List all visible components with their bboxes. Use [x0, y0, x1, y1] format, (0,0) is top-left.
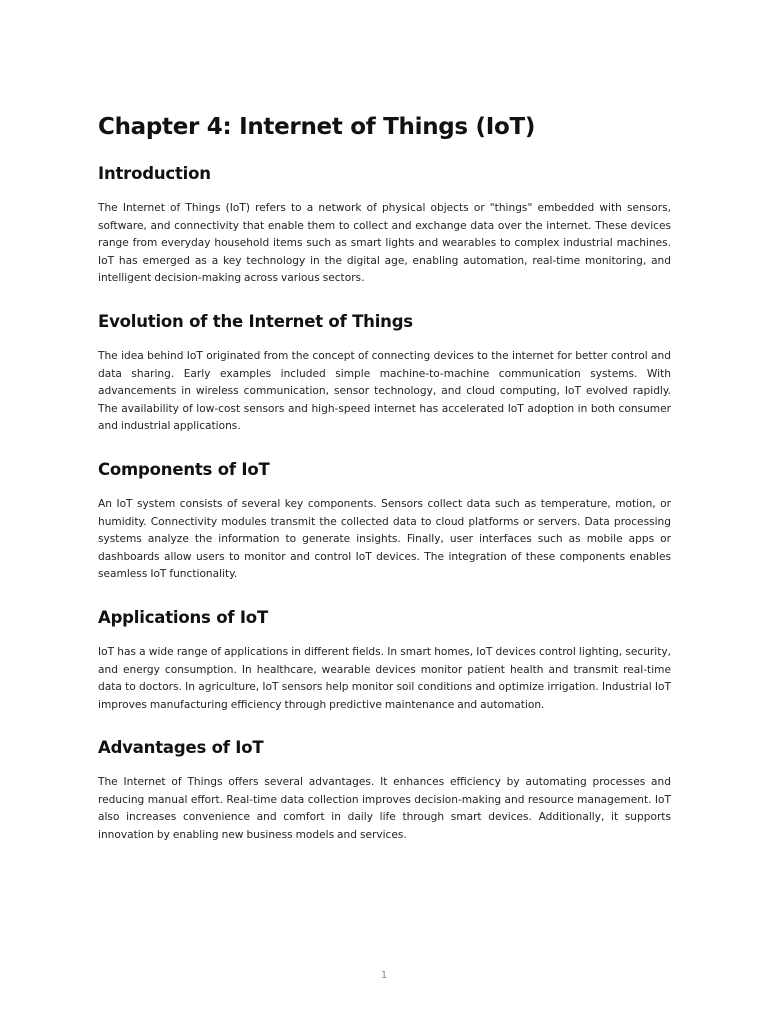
section-heading-introduction: Introduction [98, 164, 211, 183]
document-page [98, 112, 671, 868]
section-heading-applications: Applications of IoT [98, 607, 268, 627]
section-body-evolution: The idea behind IoT originated from the concept of connecting devices to the internet for better control and data sharing. Early examples included simple machine-to-machine communication systems. With advancements in wireless communication, sensor technology, and cloud computing, IoT evolved rapidly. The availability of low-cost sensors and high-speed internet has accelerated IoT adoption in both consumer and industrial applications. [98, 349, 671, 433]
section-heading-evolution: Evolution of the Internet of Things [98, 311, 413, 331]
chapter-title: Chapter 4: Internet of Things (IoT) [98, 114, 536, 140]
section-body-applications: IoT has a wide range of applications in different fields. In smart homes, IoT devices control lighting, security, and energy consumption. In healthcare, wearable devices monitor patient health and transmit real-time data to doctors. In agriculture, IoT sensors help monitor soil conditions and optimize irrigation. Industrial IoT improves manufacturing efficiency through predictive maintenance and automation. [98, 645, 671, 711]
section-heading-components: Components of IoT [98, 459, 270, 479]
section-body-components: An IoT system consists of several key components. Sensors collect data such as temperature, motion, or humidity. Connectivity modules transmit the collected data to cloud platforms or servers. Data processing systems analyze the information to generate insights. Finally, user interfaces such as mobile apps or dashboards allow users to monitor and control IoT devices. The integration of these components enables seamless IoT functionality. [98, 497, 671, 581]
page-number: 1 [380, 970, 388, 981]
section-body-advantages: The Internet of Things offers several advantages. It enhances efficiency by automating processes and reducing manual effort. Real-time data collection improves decision-making and resource management. IoT also increases convenience and comfort in daily life through smart devices. Additionally, it supports innovation by enabling new business models and services. [98, 776, 671, 842]
section-heading-advantages: Advantages of IoT [98, 738, 264, 758]
section-body-introduction: The Internet of Things (IoT) refers to a network of physical objects or "things" embedded with sensors, software, and connectivity that enable them to collect and exchange data over the internet. These devices range from everyday household items such as smart lights and wearables to complex industrial machines. IoT has emerged as a key technology in the digital age, enabling automation, real-time monitoring, and intelligent decision-making across various sectors. [98, 202, 671, 285]
